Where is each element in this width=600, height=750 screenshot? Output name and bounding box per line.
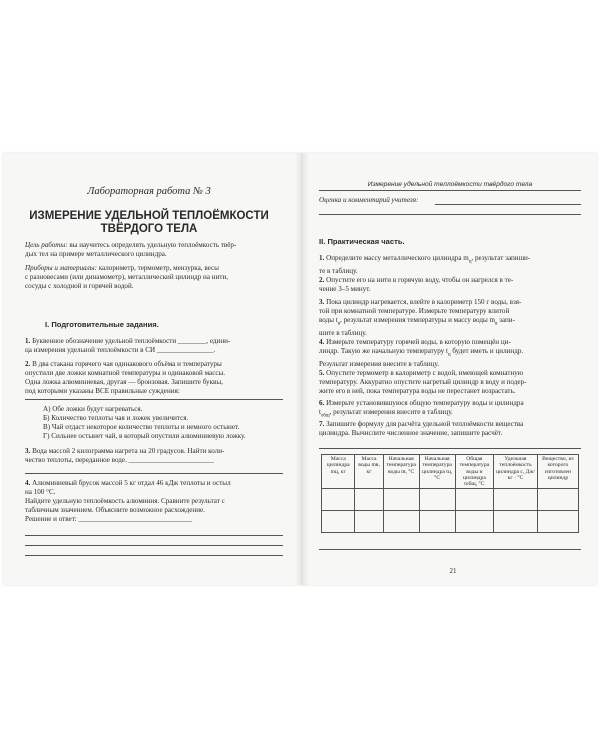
task-2-text-1: В два стакана горячего чая одинакового объёма и температуры (30, 360, 222, 368)
step-4-text-1: Измерьте температуру горячей воды, в которую помещён ци- (324, 338, 511, 346)
step-1-sub: ц (468, 259, 472, 265)
step-7-text-1: Запишите формулу для расчёта удельной теплоёмкости вещества (324, 420, 524, 428)
task-1-text-2: ца измерения удельной теплоёмкости в СИ ________________. (25, 345, 216, 354)
step-4 (319, 338, 581, 369)
lab-title: Лабораторная работа № 3 (87, 186, 211, 197)
answer-line-task-4-b[interactable] (25, 545, 283, 546)
table-input-cell[interactable] (494, 489, 538, 511)
step-3-number: 3. (319, 298, 325, 306)
task-2-text-4: под которыми указаны ВСЕ правильные суждения: (25, 386, 180, 395)
option-b: Б) Количество теплоты чая и ложек увеличится. (43, 413, 189, 422)
task-3-text-2: чество теплоты, переданное воде. ________________________ (25, 455, 214, 464)
step-3-text-3c: запи- (497, 315, 515, 324)
step-5-text-2: температуру. Аккуратно опустите нагретый цилиндр в воду и подер- (319, 377, 527, 386)
table-header-cell: Общая температура воды и цилиндра tобщ, °С (455, 455, 494, 489)
task-4-text-5: Решение и ответ: ________________________________ (25, 514, 193, 523)
step-2-text-1: Опустите его на нити в горячую воду, чтобы он нагрелся в те- (324, 276, 514, 284)
materials-paragraph (25, 264, 283, 291)
table-header-cell: Начальная температура воды tв, °С (383, 455, 419, 489)
table-header-cell: Масса цилиндра mц, кг (322, 455, 355, 489)
task-4-text-1: Алюминиевый брусок массой 5 кг отдал 46 кДж теплоты и остыл (30, 479, 231, 487)
table-header-cell: Масса воды mв, кг (355, 455, 383, 489)
table-input-cell[interactable] (537, 511, 578, 533)
table-input-cell[interactable] (537, 489, 578, 511)
results-table (321, 454, 579, 533)
page-number: 21 (449, 567, 457, 575)
step-4-sub: ц (447, 352, 451, 358)
option-g: Г) Сильнее остынет чай, в который опустили алюминиевую ложку. (43, 431, 246, 440)
step-3-text-4: шите в таблицу. (319, 329, 367, 338)
step-6 (319, 399, 581, 421)
book-spread (3, 153, 597, 585)
table-input-cell[interactable] (322, 511, 355, 533)
task-1-text-1: Буквенное обозначение удельной теплоёмкости ________, едини- (30, 337, 231, 345)
table-header-row (322, 455, 579, 489)
table-input-cell[interactable] (383, 511, 419, 533)
step-6-text-2b: , результат измерения внесите в таблицу. (329, 407, 453, 416)
task-2 (25, 360, 283, 396)
answer-line-task-4-a[interactable] (25, 535, 283, 536)
table-row (322, 489, 579, 511)
table-header-cell: Начальная температура цилиндра tц, °С (419, 455, 455, 489)
task-2-text-2: опустили две ложки комнатной температуры и одинаковой массы. (25, 368, 226, 377)
goal-text-1: вы научитесь определять удельную теплоёмкость твёр- (67, 241, 237, 249)
step-7-number: 7. (319, 420, 325, 428)
step-7-text-2: цилиндра. Вычислите численное значение, запишите расчёт. (319, 428, 503, 437)
book-gutter (295, 153, 309, 585)
table-header-cell: Удельная теплоёмкость цилиндра с, Дж/кг · °С (494, 455, 538, 489)
table-input-cell[interactable] (322, 489, 355, 511)
task-4-number: 4. (25, 479, 31, 487)
step-1-text-1b: , результат запиши- (471, 254, 531, 262)
step-1 (319, 254, 581, 276)
step-3-text-2: той при комнатной температуре. Измерьте температуру влитой (319, 306, 510, 315)
step-3-sub-1: в (337, 321, 341, 327)
step-6-text-2: t (319, 407, 321, 416)
main-title-line-1: ИЗМЕРЕНИЕ УДЕЛЬНОЙ ТЕПЛОЁМКОСТИ (29, 210, 269, 222)
step-4-text-3: Результат измерения внесите в таблицу. (319, 360, 440, 369)
task-2-text-3: Одна ложка алюминиевая, другая — бронзовая. Запишите буквы, (25, 377, 223, 386)
step-3-text-1: Пока цилиндр нагревается, влейте в калориметр 150 г воды, взя- (324, 298, 522, 306)
table-input-cell[interactable] (455, 511, 494, 533)
materials-text-3: сосуды с холодной и горячей водой. (25, 281, 134, 290)
step-6-sub: общ (320, 413, 330, 419)
task-4-text-2: на 100 °С. (25, 487, 56, 496)
main-title-line-2: ТВЁРДОГО ТЕЛА (100, 223, 198, 235)
option-a: А) Обе ложки будут нагреваться. (43, 405, 143, 413)
task-4-text-4: табличным значением. Объясните возможное расхождение. (25, 505, 205, 514)
step-2-text-2: чение 3–5 минут. (319, 284, 371, 293)
table-input-cell[interactable] (494, 511, 538, 533)
step-1-number: 1. (319, 254, 325, 262)
running-header: Измерение удельной теплоёмкости твёрдого тела (367, 181, 533, 188)
header-rule (319, 190, 581, 191)
section-2-title: II. Практическая часть. (319, 237, 405, 246)
step-3-sub-2: в (495, 321, 498, 327)
table-input-cell[interactable] (355, 489, 383, 511)
table-input-cell[interactable] (383, 489, 419, 511)
materials-label: Приборы и материалы: (25, 264, 97, 272)
materials-text-2: с разновесами (или динамометр), металлический цилиндр на нити, (25, 272, 229, 281)
task-4-text-3: Найдите удельную теплоёмкость алюминия. Сравните результат с (25, 496, 225, 505)
answer-line-task-3[interactable] (25, 473, 283, 474)
option-v: В) Чай отдаст некоторое количество теплоты и немного остынет. (43, 422, 240, 431)
step-5 (319, 369, 581, 396)
answer-line-task-2[interactable] (25, 399, 283, 400)
step-1-text-1: Определите массу металлического цилиндра m (324, 254, 469, 262)
table-input-cell[interactable] (419, 489, 455, 511)
grade-line-2[interactable] (319, 214, 581, 215)
goal-paragraph (25, 241, 283, 259)
task-3 (25, 447, 283, 465)
table-header-cell: Вещество, из которого изготовлен цилиндр (537, 455, 578, 489)
task-2-options (43, 405, 288, 441)
step-3 (319, 298, 581, 338)
table-input-cell[interactable] (455, 489, 494, 511)
grade-label: Оценка и комментарий учителя: (319, 196, 419, 204)
step-3-text-3b: , результат измерения температуры и массу воды m (340, 315, 496, 324)
goal-text-2: дых тел на примере металлического цилиндра. (25, 249, 167, 258)
left-page (3, 153, 295, 585)
answer-line-step-7-a[interactable] (319, 448, 581, 449)
step-2 (319, 276, 581, 294)
step-4-text-2b: будет иметь и цилиндр. (450, 346, 524, 355)
answer-line-task-4-c[interactable] (25, 555, 283, 556)
goal-label: Цель работы: (25, 241, 68, 249)
table-row (322, 511, 579, 533)
task-1-number: 1. (25, 337, 31, 345)
step-1-text-2: те в таблицу. (319, 267, 358, 276)
answer-line-bottom[interactable] (319, 549, 581, 550)
step-6-number: 6. (319, 399, 325, 407)
grade-line-1[interactable] (435, 204, 581, 205)
step-5-number: 5. (319, 369, 325, 377)
materials-text-1: калориметр, термометр, мензурка, весы (96, 264, 219, 272)
table-input-cell[interactable] (419, 511, 455, 533)
main-title (3, 210, 295, 236)
section-1-title: I. Подготовительные задания. (45, 320, 159, 329)
step-2-number: 2. (319, 276, 325, 284)
task-3-number: 3. (25, 447, 31, 455)
task-4 (25, 479, 283, 524)
task-1 (25, 337, 283, 355)
step-5-text-1: Опустите термометр в калориметр с водой, имеющей комнатную (324, 369, 524, 377)
task-3-text-1: Вода массой 2 килограмма нагрета на 20 градусов. Найти коли- (30, 447, 225, 455)
table-input-cell[interactable] (355, 511, 383, 533)
step-7 (319, 420, 581, 438)
step-3-text-3: воды t (319, 315, 338, 324)
step-4-text-2: линдр. Такую же начальную температуру t (319, 346, 448, 355)
step-6-text-1: Измерьте установившуюся общую температуру воды и цилиндра (324, 399, 524, 407)
step-4-number: 4. (319, 338, 325, 346)
task-2-number: 2. (25, 360, 31, 368)
step-5-text-3: жите его в ней, пока температура воды не перестанет возрастать. (319, 386, 516, 395)
right-page (309, 153, 597, 585)
